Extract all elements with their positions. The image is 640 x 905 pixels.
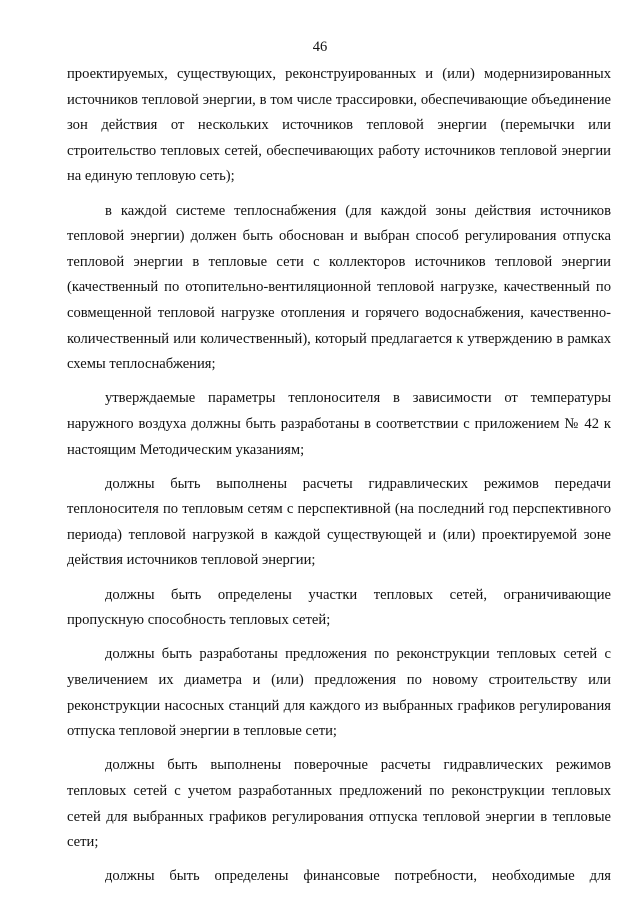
page-number: 46 [312, 39, 328, 55]
paragraph-reconstruction-proposals: должны быть разработаны предложения по реконструкции тепловых сетей с увеличением их диаметра и (или) предложения по новому строительству или реконструкции насосных станций для каждого из выбранных графиков регулирования отпуска тепловой энергии в тепловые сети; [67, 646, 611, 740]
document-body [67, 62, 611, 890]
paragraph-regulation-method: в каждой системе теплоснабжения (для каждой зоны действия источников тепловой энергии) должен быть обоснован и выбран способ регулирования отпуска тепловой энергии в тепловые сети с коллекторов источников тепловой энергии (качественный по отопительно-вентиляционной тепловой нагрузке, качественный по совмещенной тепловой нагрузке отопления и горячего водоснабжения, качественно-количественный или количественный), который предлагается к утверждению в рамках схемы теплоснабжения; [67, 202, 611, 373]
paragraph-coolant-parameters: утверждаемые параметры теплоносителя в зависимости от температуры наружного воздуха должны быть разработаны в соответствии с приложением № 42 к настоящим Методическим указаниям; [67, 390, 611, 458]
paragraph-verification-calculations: должны быть выполнены поверочные расчеты гидравлических режимов тепловых сетей с учетом разработанных предложений по реконструкции тепловых сетей для выбранных графиков регулирования отпуска тепловой энергии в тепловые сети; [67, 757, 611, 851]
paragraph-hydraulic-calculations: должны быть выполнены расчеты гидравлических режимов передачи теплоносителя по тепловым сетям с перспективной (на последний год перспективного периода) тепловой нагрузкой в каждой существующей и (или) проектируемой зоне действия источников тепловой энергии; [67, 475, 611, 569]
paragraph-network-sections: должны быть определены участки тепловых сетей, ограничивающие пропускную способность тепловых сетей; [67, 586, 611, 629]
paragraph-continuation: проектируемых, существующих, реконструированных и (или) модернизированных источников тепловой энергии, в том числе трассировки, обеспечивающие объединение зон действия от нескольких источников тепловой энергии (перемычки или строительство тепловых сетей, обеспечивающих работу источников тепловой энергии на единую тепловую сеть); [67, 66, 611, 185]
paragraph-financial-needs: должны быть определены финансовые потребности, необходимые для [105, 868, 611, 885]
